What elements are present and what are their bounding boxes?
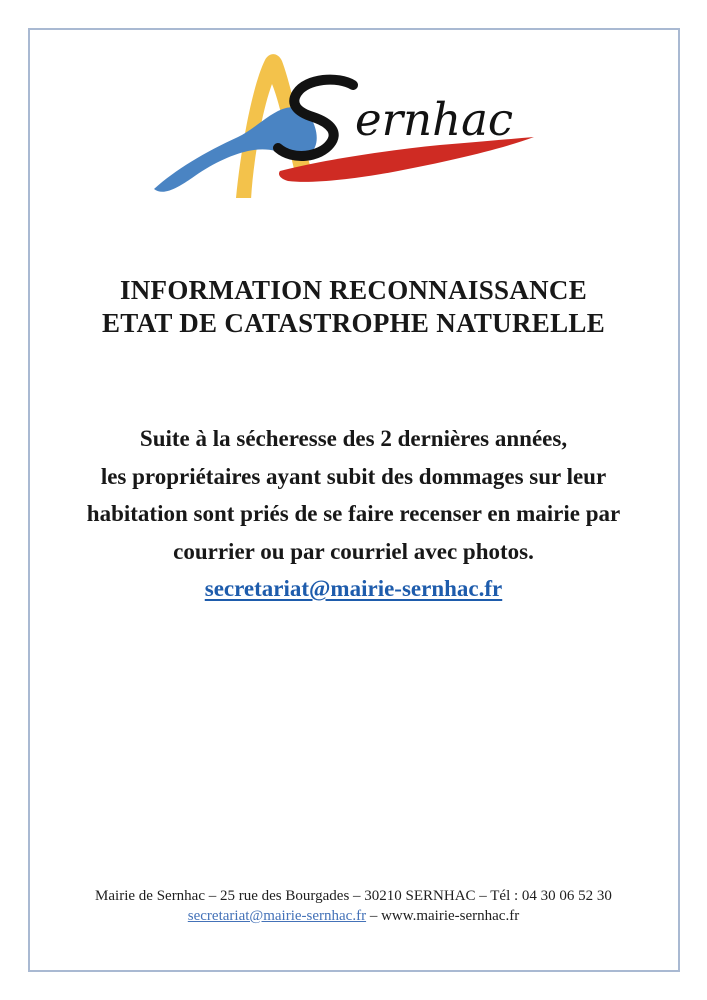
logo-wordmark: ernhac bbox=[355, 93, 514, 146]
footer-website: www.mairie-sernhac.fr bbox=[381, 907, 520, 924]
body-line: habitation sont priés de se faire recenser en mairie par bbox=[86, 501, 621, 526]
title-line-2: ETAT DE CATASTROPHE NATURELLE bbox=[101, 308, 606, 338]
footer-separator: – bbox=[366, 907, 382, 924]
page-footer bbox=[30, 887, 677, 926]
body-line: courrier ou par courriel avec photos. bbox=[173, 538, 534, 564]
footer-contact-line bbox=[30, 907, 677, 927]
notice-body bbox=[30, 420, 677, 608]
footer-address-line: Mairie de Sernhac – 25 rue des Bourgades – 30210 SERNHAC – Tél : 04 30 06 52 30 bbox=[95, 888, 612, 904]
body-line: les propriétaires ayant subit des dommages sur leur bbox=[100, 463, 607, 489]
footer-email-link[interactable]: secretariat@mairie-sernhac.fr bbox=[187, 907, 367, 924]
body-line: Suite à la sécheresse des 2 dernières années, bbox=[139, 426, 568, 451]
body-email-line bbox=[30, 570, 677, 608]
title-line-1: INFORMATION RECONNAISSANCE bbox=[119, 275, 588, 305]
sernhac-logo bbox=[150, 48, 540, 198]
body-email-link[interactable]: secretariat@mairie-sernhac.fr bbox=[204, 576, 503, 601]
page-title bbox=[30, 274, 677, 340]
